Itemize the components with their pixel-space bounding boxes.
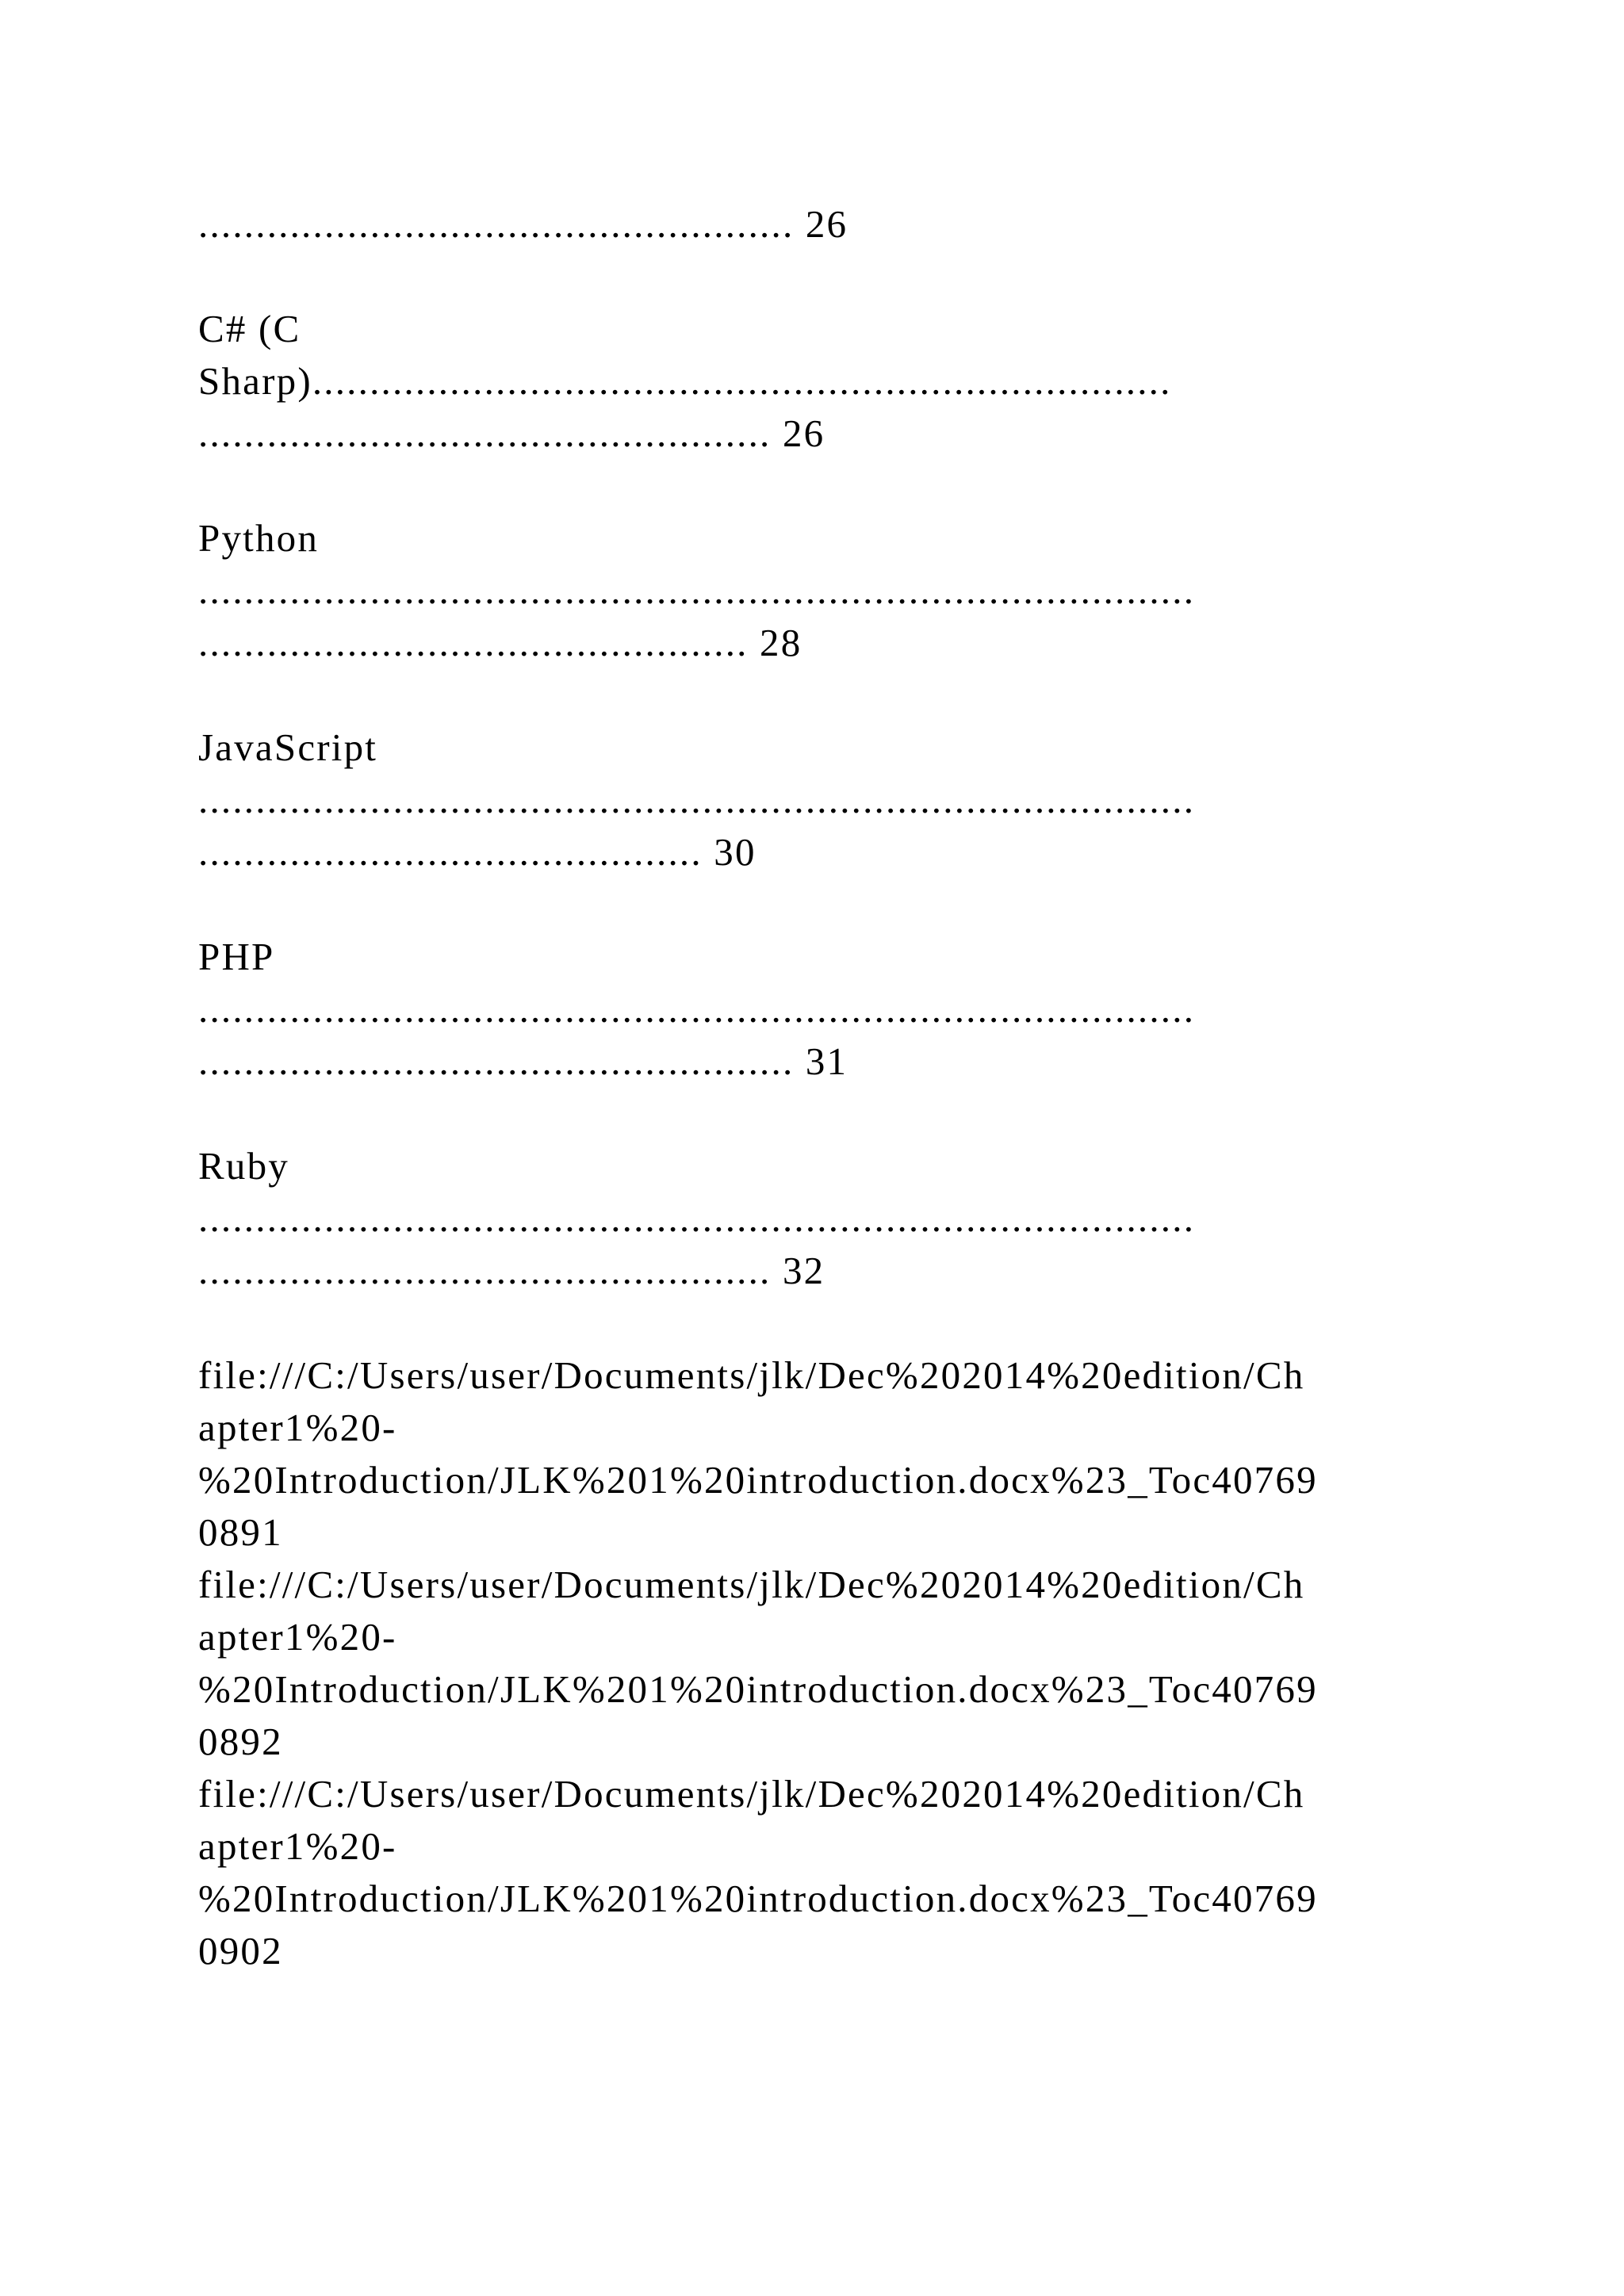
file-link-text: apter1%20- bbox=[198, 1615, 397, 1659]
toc-entry-dots-page: ................................................ 28 bbox=[198, 621, 802, 664]
toc-entry-dots-page: .................................................. 26 bbox=[198, 411, 825, 455]
toc-entry-dots-page: .................................................... 31 bbox=[198, 1039, 848, 1083]
toc-entry-dots-page: .................................................. 32 bbox=[198, 1249, 825, 1292]
toc-entry-dots: ....................................................................................... bbox=[198, 568, 1196, 612]
toc-entry-title: Ruby bbox=[198, 1144, 289, 1188]
toc-entry-dots: ....................................................................................... bbox=[198, 778, 1196, 821]
toc-entry-title: Python bbox=[198, 516, 320, 560]
file-link-text: file:///C:/Users/user/Documents/jlk/Dec%202014%20edition/Ch bbox=[198, 1772, 1305, 1816]
toc-entry-dots: ....................................................................................... bbox=[198, 1196, 1196, 1240]
toc-entry-title: C# (C bbox=[198, 307, 301, 350]
file-link-text: %20Introduction/JLK%201%20introduction.docx%23_Toc40769 bbox=[198, 1667, 1318, 1711]
file-link-text: apter1%20- bbox=[198, 1824, 397, 1868]
toc-entry-dots-page: .................................................... 26 bbox=[198, 202, 848, 246]
file-link-text: 0902 bbox=[198, 1929, 283, 1973]
file-link-text: file:///C:/Users/user/Documents/jlk/Dec%202014%20edition/Ch bbox=[198, 1353, 1305, 1397]
toc-entry-title: JavaScript bbox=[198, 725, 378, 769]
toc-entry-title: PHP bbox=[198, 935, 275, 978]
file-link-text: 0892 bbox=[198, 1720, 283, 1763]
toc-entry-dots-page: ............................................ 30 bbox=[198, 830, 756, 874]
toc-entry-title-continued: Sharp)........................................................................... bbox=[198, 359, 1172, 403]
file-link-text: 0891 bbox=[198, 1510, 283, 1554]
toc-entry-dots: ....................................................................................... bbox=[198, 987, 1196, 1031]
file-link-text: file:///C:/Users/user/Documents/jlk/Dec%202014%20edition/Ch bbox=[198, 1563, 1305, 1606]
file-link-text: apter1%20- bbox=[198, 1406, 397, 1449]
file-link-text: %20Introduction/JLK%201%20introduction.docx%23_Toc40769 bbox=[198, 1458, 1318, 1502]
file-link-text: %20Introduction/JLK%201%20introduction.docx%23_Toc40769 bbox=[198, 1877, 1318, 1920]
